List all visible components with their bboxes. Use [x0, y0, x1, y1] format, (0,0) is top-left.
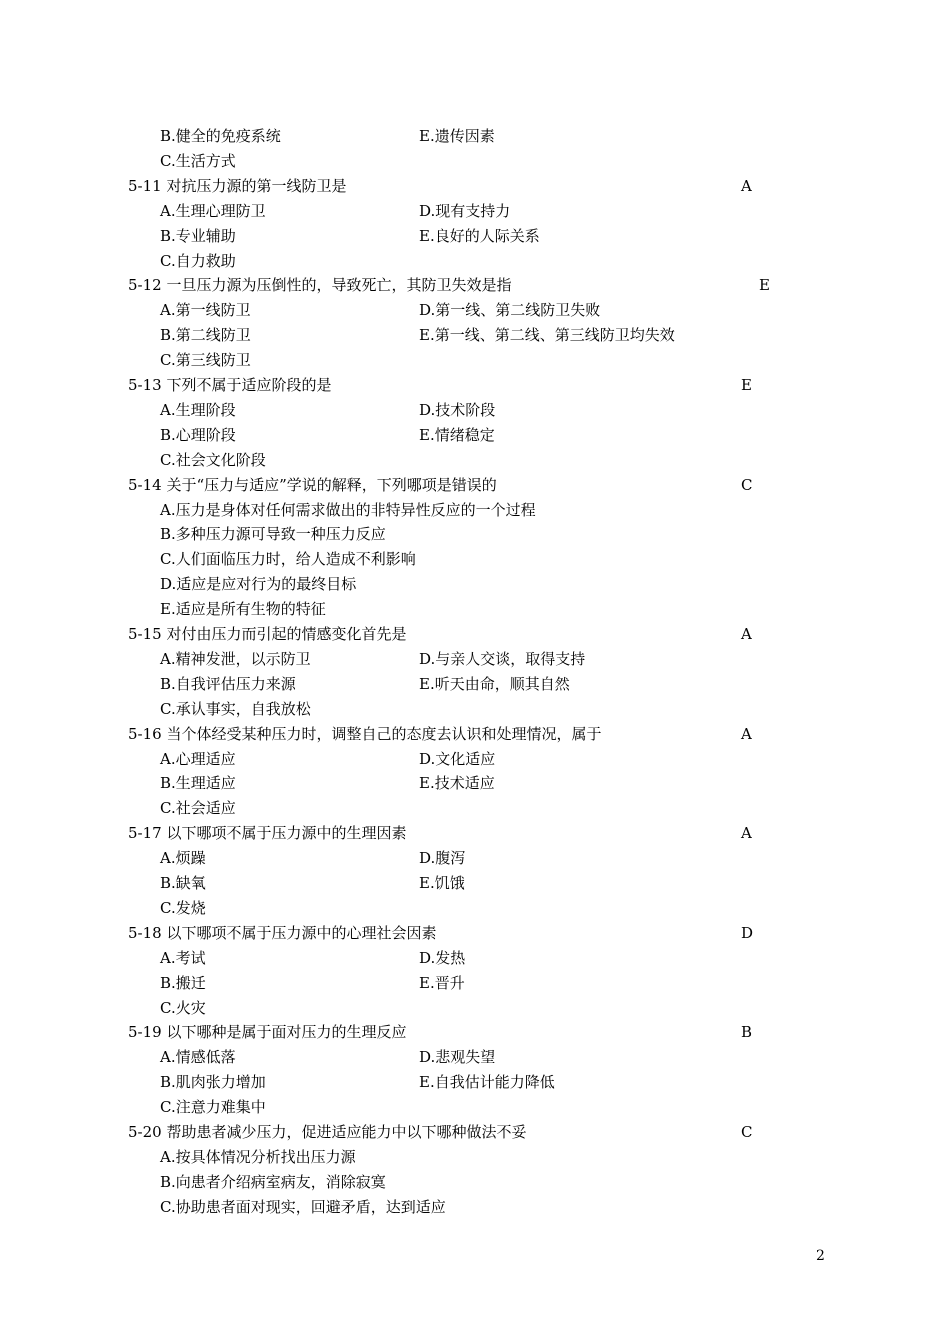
- option-row: [0, 1145, 950, 1170]
- option-left: C.第三线防卫: [160, 351, 251, 370]
- page-number: 2: [816, 1248, 825, 1264]
- option-left: C.发烧: [160, 898, 206, 917]
- question-stem: 5-14 关于“压力与适应”学说的解释，下列哪项是错误的: [128, 475, 497, 494]
- option-left: A.按具体情况分析找出压力源: [160, 1147, 356, 1166]
- option-row: [0, 1045, 950, 1070]
- answer-key: A: [741, 824, 752, 843]
- option-left: A.心理适应: [160, 749, 236, 768]
- option-row: [0, 323, 950, 348]
- option-left: A.精神发泄，以示防卫: [160, 649, 311, 668]
- option-left: E.适应是所有生物的特征: [160, 600, 326, 619]
- option-left: C.承认事实，自我放松: [160, 699, 311, 718]
- option-left: B.生理适应: [160, 774, 236, 793]
- option-row: [0, 199, 950, 224]
- option-row: [0, 124, 950, 149]
- option-row: [0, 796, 950, 821]
- option-row: [0, 348, 950, 373]
- option-left: C.社会适应: [160, 799, 236, 818]
- option-row: [0, 996, 950, 1021]
- option-right: E.听天由命，顺其自然: [419, 674, 570, 693]
- option-left: B.第二线防卫: [160, 326, 251, 345]
- option-row: [0, 498, 950, 523]
- option-right: E.自我估计能力降低: [419, 1073, 555, 1092]
- option-left: B.心理阶段: [160, 425, 236, 444]
- option-row: [0, 423, 950, 448]
- option-left: A.生理阶段: [160, 400, 236, 419]
- option-right: E.晋升: [419, 973, 465, 992]
- question-row: [0, 1020, 950, 1045]
- option-row: [0, 1070, 950, 1095]
- option-row: [0, 647, 950, 672]
- answer-key: B: [741, 1023, 753, 1042]
- option-left: C.自力救助: [160, 251, 236, 270]
- answer-key: A: [741, 176, 752, 195]
- option-right: E.第一线、第二线、第三线防卫均失效: [419, 326, 675, 345]
- option-right: D.悲观失望: [419, 1048, 496, 1067]
- question-stem: 5-12 一旦压力源为压倒性的，导致死亡，其防卫失效是指: [128, 276, 512, 295]
- option-row: [0, 398, 950, 423]
- question-row: [0, 473, 950, 498]
- option-right: D.文化适应: [419, 749, 496, 768]
- option-row: [0, 1195, 950, 1220]
- option-right: E.技术适应: [419, 774, 495, 793]
- question-row: [0, 722, 950, 747]
- option-row: [0, 597, 950, 622]
- option-row: [0, 1095, 950, 1120]
- question-stem: 5-11 对抗压力源的第一线防卫是: [128, 176, 347, 195]
- option-left: A.烦躁: [160, 849, 206, 868]
- option-right: E.遗传因素: [419, 127, 495, 145]
- option-left: B.向患者介绍病室病友，消除寂寞: [160, 1172, 386, 1191]
- option-left: C.人们面临压力时，给人造成不利影响: [160, 550, 416, 569]
- option-row: [0, 946, 950, 971]
- option-row: [0, 771, 950, 796]
- option-right: E.情绪稳定: [419, 425, 495, 444]
- question-row: [0, 821, 950, 846]
- option-row: [0, 298, 950, 323]
- option-row: [0, 747, 950, 772]
- question-stem: 5-15 对付由压力而引起的情感变化首先是: [128, 625, 407, 643]
- option-left: A.情感低落: [160, 1048, 236, 1067]
- answer-key: C: [741, 475, 753, 494]
- option-row: [0, 522, 950, 547]
- option-left: B.自我评估压力来源: [160, 674, 296, 693]
- option-left: C.火灾: [160, 998, 206, 1017]
- option-left: B.搬迁: [160, 973, 206, 992]
- question-stem: 5-16 当个体经受某种压力时，调整自己的态度去认识和处理情况，属于: [128, 724, 602, 743]
- option-row: [0, 249, 950, 274]
- answer-key: C: [741, 1123, 753, 1141]
- answer-key: D: [741, 923, 754, 942]
- option-row: [0, 871, 950, 896]
- option-left: B.缺氧: [160, 874, 206, 892]
- option-row: [0, 149, 950, 174]
- option-row: [0, 572, 950, 597]
- option-row: [0, 672, 950, 697]
- answer-key: E: [741, 376, 752, 394]
- question-row: [0, 1120, 950, 1145]
- option-left: C.生活方式: [160, 151, 236, 170]
- answer-key: E: [759, 276, 770, 295]
- question-row: [0, 174, 950, 199]
- option-right: D.与亲人交谈，取得支持: [419, 649, 586, 668]
- option-row: [0, 846, 950, 871]
- option-row: [0, 896, 950, 921]
- option-row: [0, 1170, 950, 1195]
- option-left: C.注意力难集中: [160, 1098, 266, 1117]
- option-right: E.良好的人际关系: [419, 226, 540, 245]
- question-stem: 5-17 以下哪项不属于压力源中的生理因素: [128, 824, 407, 843]
- option-left: D.适应是应对行为的最终目标: [160, 575, 357, 594]
- question-stem: 5-20 帮助患者减少压力，促进适应能力中以下哪种做法不妥: [128, 1123, 527, 1141]
- question-row: [0, 373, 950, 398]
- answer-key: A: [741, 625, 752, 643]
- option-row: [0, 448, 950, 473]
- option-row: [0, 224, 950, 249]
- option-left: B.多种压力源可导致一种压力反应: [160, 525, 386, 544]
- option-left: B.健全的免疫系统: [160, 127, 281, 145]
- question-stem: 5-13 下列不属于适应阶段的是: [128, 376, 332, 394]
- option-row: [0, 697, 950, 722]
- option-right: D.发热: [419, 948, 466, 967]
- option-left: A.第一线防卫: [160, 301, 251, 320]
- question-row: [0, 273, 950, 298]
- option-right: D.腹泻: [419, 849, 466, 868]
- option-left: A.考试: [160, 948, 206, 967]
- option-left: A.生理心理防卫: [160, 201, 266, 220]
- answer-key: A: [741, 724, 752, 743]
- option-row: [0, 547, 950, 572]
- question-stem: 5-19 以下哪种是属于面对压力的生理反应: [128, 1023, 407, 1042]
- option-row: [0, 971, 950, 996]
- question-row: [0, 921, 950, 946]
- option-right: D.技术阶段: [419, 400, 496, 419]
- option-left: B.专业辅助: [160, 226, 236, 245]
- option-right: E.饥饿: [419, 874, 465, 892]
- option-right: D.现有支持力: [419, 201, 511, 220]
- option-left: B.肌肉张力增加: [160, 1073, 266, 1092]
- option-left: C.社会文化阶段: [160, 450, 266, 469]
- question-stem: 5-18 以下哪项不属于压力源中的心理社会因素: [128, 923, 437, 942]
- option-left: C.协助患者面对现实，回避矛盾，达到适应: [160, 1197, 446, 1216]
- question-row: [0, 622, 950, 647]
- option-left: A.压力是身体对任何需求做出的非特异性反应的一个过程: [160, 500, 536, 519]
- option-right: D.第一线、第二线防卫失败: [419, 301, 601, 320]
